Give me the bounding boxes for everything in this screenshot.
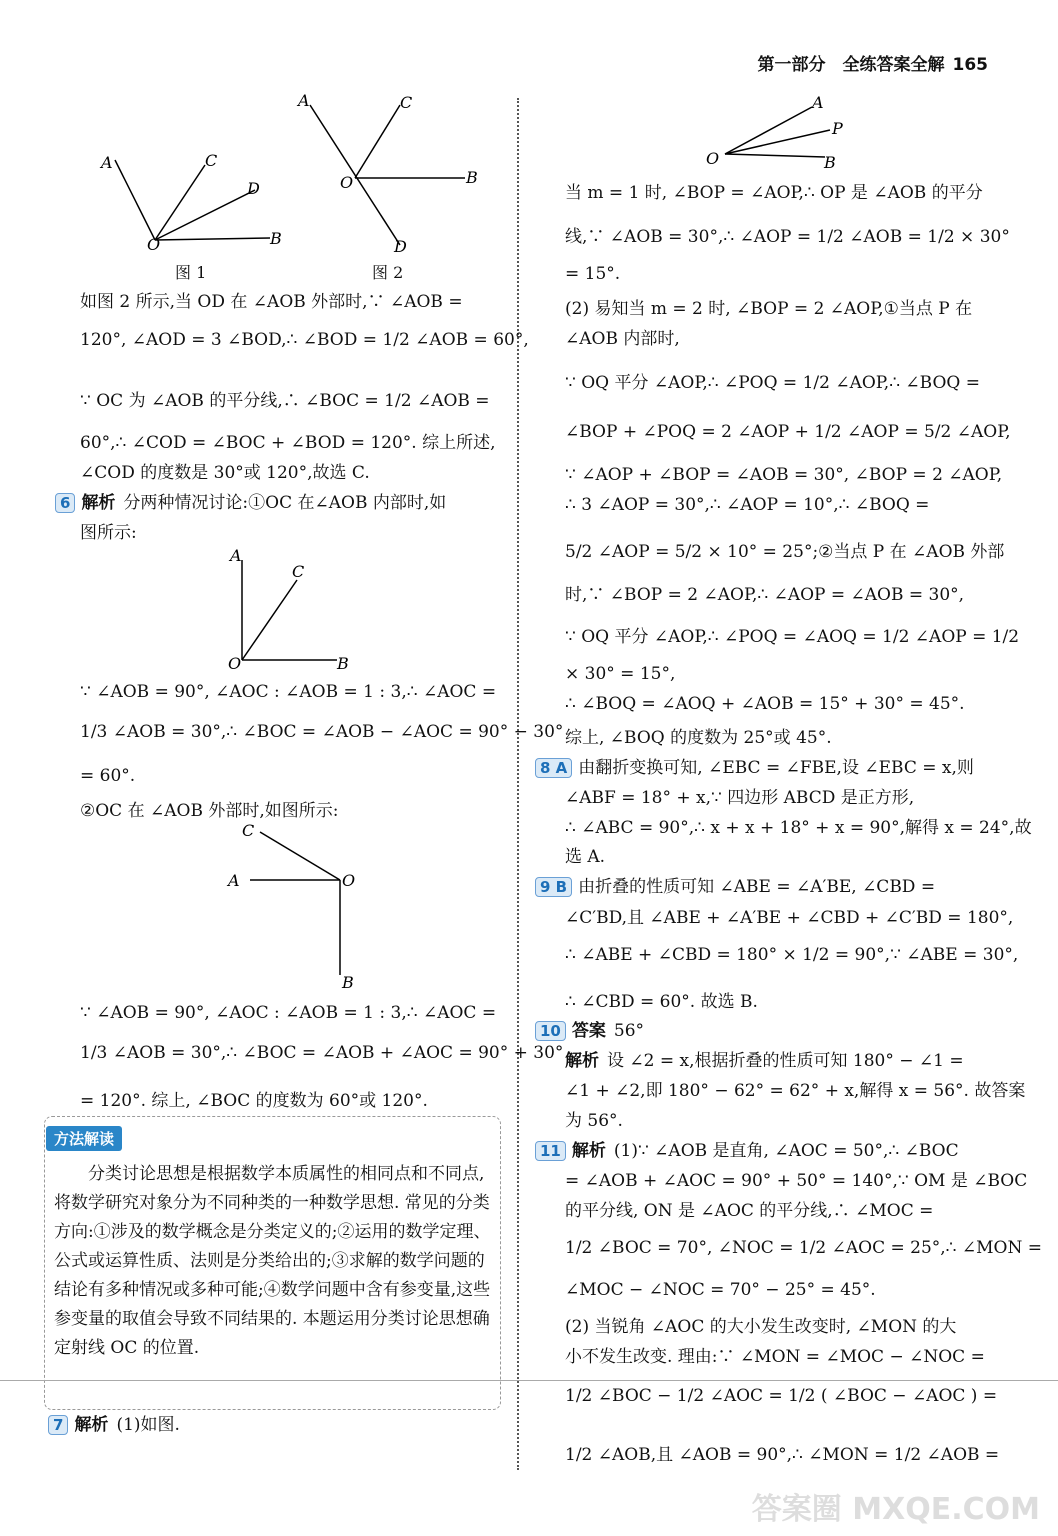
column-divider <box>517 98 519 1470</box>
answer: 56° <box>613 1021 645 1041</box>
label-b: B <box>342 973 354 992</box>
text-line: 1/3 ∠AOB = 30°,∴ ∠BOC = ∠AOB − ∠AOC = 90° − 30° <box>80 722 564 742</box>
text-line: 设 ∠2 = x,根据折叠的性质可知 180° − ∠1 = <box>607 1051 964 1071</box>
text-line: 分两种情况讨论:①OC 在∠AOB 内部时,如 <box>123 493 447 513</box>
text-line: ②OC 在 ∠AOB 外部时,如图所示: <box>80 801 339 821</box>
label-a: A <box>230 546 242 565</box>
figure-q6-b <box>222 820 372 995</box>
label-c: C <box>242 821 255 840</box>
text-line: × 30° = 15°, <box>565 664 676 684</box>
text-line: = 60°. <box>80 766 136 786</box>
text-line: ∴ 3 ∠AOP = 30°,∴ ∠AOP = 10°,∴ ∠BOQ = <box>565 495 930 515</box>
text-line: ∴ ∠BOQ = ∠AOQ + ∠AOB = 15° + 30° = 45°. <box>565 694 965 714</box>
keyword: 解析 <box>571 1141 606 1161</box>
text-line: 小不发生改变. 理由:∵ ∠MON = ∠MOC − ∠NOC = <box>565 1347 985 1367</box>
text-line: 选 A. <box>565 847 606 867</box>
text-line: ∵ ∠AOB = 90°, ∠AOC : ∠AOB = 1 : 3,∴ ∠AOC = <box>80 682 497 702</box>
page-rule <box>0 1380 1058 1381</box>
figure-2 <box>290 90 490 260</box>
label-a: A <box>298 91 310 110</box>
text-line: (1)如图. <box>116 1415 180 1435</box>
keyword: 解析 <box>81 493 116 513</box>
text-line: = 15°. <box>565 264 621 284</box>
text-line: (2) 易知当 m = 2 时, ∠BOP = 2 ∠AOP,①当点 P 在 <box>565 299 973 319</box>
text-line: ∠C′BD,且 ∠ABE + ∠A′BE + ∠CBD + ∠C′BD = 180°, <box>565 908 1014 928</box>
figure-q7 <box>700 92 860 172</box>
text-line: 由折叠的性质可知 ∠ABE = ∠A′BE, ∠CBD = <box>578 877 936 897</box>
question-8 <box>535 753 974 778</box>
text-line: ∵ OQ 平分 ∠AOP,∴ ∠POQ = ∠AOQ = 1/2 ∠AOP = 1/2 <box>565 627 1020 647</box>
text-line: ∵ OQ 平分 ∠AOP,∴ ∠POQ = 1/2 ∠AOP,∴ ∠BOQ = <box>565 373 980 393</box>
question-9 <box>535 872 935 897</box>
text-line: 1/2 ∠AOB,且 ∠AOB = 90°,∴ ∠MON = 1/2 ∠AOB = <box>565 1445 1000 1465</box>
figure-1 <box>95 140 295 255</box>
text-line: ∵ ∠AOB = 90°, ∠AOC : ∠AOB = 1 : 3,∴ ∠AOC = <box>80 1003 497 1023</box>
text-line: 的平分线, ON 是 ∠AOC 的平分线,∴ ∠MOC = <box>565 1201 934 1221</box>
caption-fig2: 图 2 <box>372 263 404 282</box>
label-o: O <box>342 871 356 890</box>
caption-fig1: 图 1 <box>175 263 207 282</box>
text-line: ∠AOB 内部时, <box>565 329 680 349</box>
label-b: B <box>466 168 478 187</box>
keyword: 答案 <box>571 1021 606 1041</box>
question-7 <box>48 1410 180 1435</box>
text-line: 如图 2 所示,当 OD 在 ∠AOB 外部时,∵ ∠AOB = <box>80 292 463 312</box>
text-line: 为 56°. <box>565 1111 623 1131</box>
text-line: 1/2 ∠BOC = 70°, ∠NOC = 1/2 ∠AOC = 25°,∴ ∠MON = <box>565 1238 1043 1258</box>
question-number: 6 <box>55 493 75 513</box>
text-line: (1)∵ ∠AOB 是直角, ∠AOC = 50°,∴ ∠BOC <box>613 1141 959 1161</box>
text-line <box>565 1046 964 1071</box>
keyword: 解析 <box>74 1415 109 1435</box>
text-line: ∠MOC − ∠NOC = 70° − 25° = 45°. <box>565 1280 876 1300</box>
text-line: ∠COD 的度数是 30°或 120°,故选 C. <box>80 463 370 483</box>
text-line: 综上, ∠BOQ 的度数为 25°或 45°. <box>565 728 832 748</box>
method-text: 分类讨论思想是根据数学本质属性的相同点和不同点,将数学研究对象分为不同种类的一种数学思想. 常见的分类方向:①涉及的数学概念是分类定义的;②运用的数学定理、公式或运算性质、法则是分类给出的;③求解的数学问题的结论有多种情况或多种可能;④数学问题中含有参变量,这些参变量的取值会导致不同结果的. 本题运用分类讨论思想确定射线 OC 的位置. <box>54 1164 491 1358</box>
question-10 <box>535 1016 644 1041</box>
text-line: = 120°. 综上, ∠BOC 的度数为 60°或 120°. <box>80 1091 428 1111</box>
text-line: = ∠AOB + ∠AOC = 90° + 50° = 140°,∵ OM 是 ∠BOC <box>565 1171 1028 1191</box>
label-a: A <box>812 93 824 112</box>
header-title: 第一部分 全练答案全解 <box>757 55 945 75</box>
text-line: 5/2 ∠AOP = 5/2 × 10° = 25°;②当点 P 在 ∠AOB 外部 <box>565 542 1005 562</box>
label-a: A <box>228 871 240 890</box>
label-o: O <box>228 654 242 673</box>
label-a: A <box>101 153 113 172</box>
page-header <box>758 50 989 75</box>
text-line: ∠BOP + ∠POQ = 2 ∠AOP + 1/2 ∠AOP = 5/2 ∠AOP, <box>565 422 1011 442</box>
text-line: 1/2 ∠BOC − 1/2 ∠AOC = 1/2 ( ∠BOC − ∠AOC ) = <box>565 1386 998 1406</box>
text-line: ∴ ∠ABC = 90°,∴ x + x + 18° + x = 90°,解得 x = 24°,故 <box>565 818 1032 838</box>
text-line: ∴ ∠ABE + ∠CBD = 180° × 1/2 = 90°,∵ ∠ABE = 30°, <box>565 945 1019 965</box>
text-line: ∴ ∠CBD = 60°. 故选 B. <box>565 992 758 1012</box>
label-c: C <box>205 151 218 170</box>
label-b: B <box>337 654 349 673</box>
label-o: O <box>147 235 161 254</box>
label-d: D <box>247 179 260 198</box>
figure-q6-a <box>222 545 362 675</box>
text-line: ∠ABF = 18° + x,∵ 四边形 ABCD 是正方形, <box>565 788 915 808</box>
label-o: O <box>706 149 720 168</box>
watermark: 答案圈 MXQE.COM <box>751 1492 1040 1527</box>
label-c: C <box>400 93 413 112</box>
question-number: 10 <box>535 1021 566 1041</box>
question-number: 7 <box>48 1415 68 1435</box>
text-line: (2) 当锐角 ∠AOC 的大小发生改变时, ∠MON 的大 <box>565 1317 957 1337</box>
label-b: B <box>270 229 282 248</box>
question-number: 9 B <box>535 877 572 897</box>
text-line: ∠1 + ∠2,即 180° − 62° = 62° + x,解得 x = 56°. 故答案 <box>565 1081 1026 1101</box>
text-line: 1/3 ∠AOB = 30°,∴ ∠BOC = ∠AOB + ∠AOC = 90° + 30° <box>80 1043 564 1063</box>
text-line: 60°,∴ ∠COD = ∠BOC + ∠BOD = 120°. 综上所述, <box>80 433 496 453</box>
label-o: O <box>340 173 354 192</box>
text-line: ∵ OC 为 ∠AOB 的平分线,∴ ∠BOC = 1/2 ∠AOB = <box>80 391 490 411</box>
question-6 <box>55 488 446 513</box>
page-number: 165 <box>952 55 988 75</box>
text-line: 当 m = 1 时, ∠BOP = ∠AOP,∴ OP 是 ∠AOB 的平分 <box>565 183 983 203</box>
label-d: D <box>394 237 407 256</box>
method-tag: 方法解读 <box>46 1126 122 1151</box>
label-c: C <box>292 562 305 581</box>
question-number: 11 <box>535 1141 566 1161</box>
keyword: 解析 <box>565 1051 599 1071</box>
text-line: 图所示: <box>80 523 137 543</box>
text-line: 120°, ∠AOD = 3 ∠BOD,∴ ∠BOD = 1/2 ∠AOB = 60°, <box>80 330 529 350</box>
text-line: 时,∵ ∠BOP = 2 ∠AOP,∴ ∠AOP = ∠AOB = 30°, <box>565 585 965 605</box>
label-p: P <box>832 119 843 138</box>
text-line: ∵ ∠AOP + ∠BOP = ∠AOB = 30°, ∠BOP = 2 ∠AOP, <box>565 465 1003 485</box>
text-line: 线,∵ ∠AOB = 30°,∴ ∠AOP = 1/2 ∠AOB = 1/2 × 30° <box>565 227 1010 247</box>
text-line: 由翻折变换可知, ∠EBC = ∠FBE,设 ∠EBC = x,则 <box>578 758 974 778</box>
question-11 <box>535 1136 959 1161</box>
question-number: 8 A <box>535 758 572 778</box>
label-b: B <box>824 153 836 172</box>
